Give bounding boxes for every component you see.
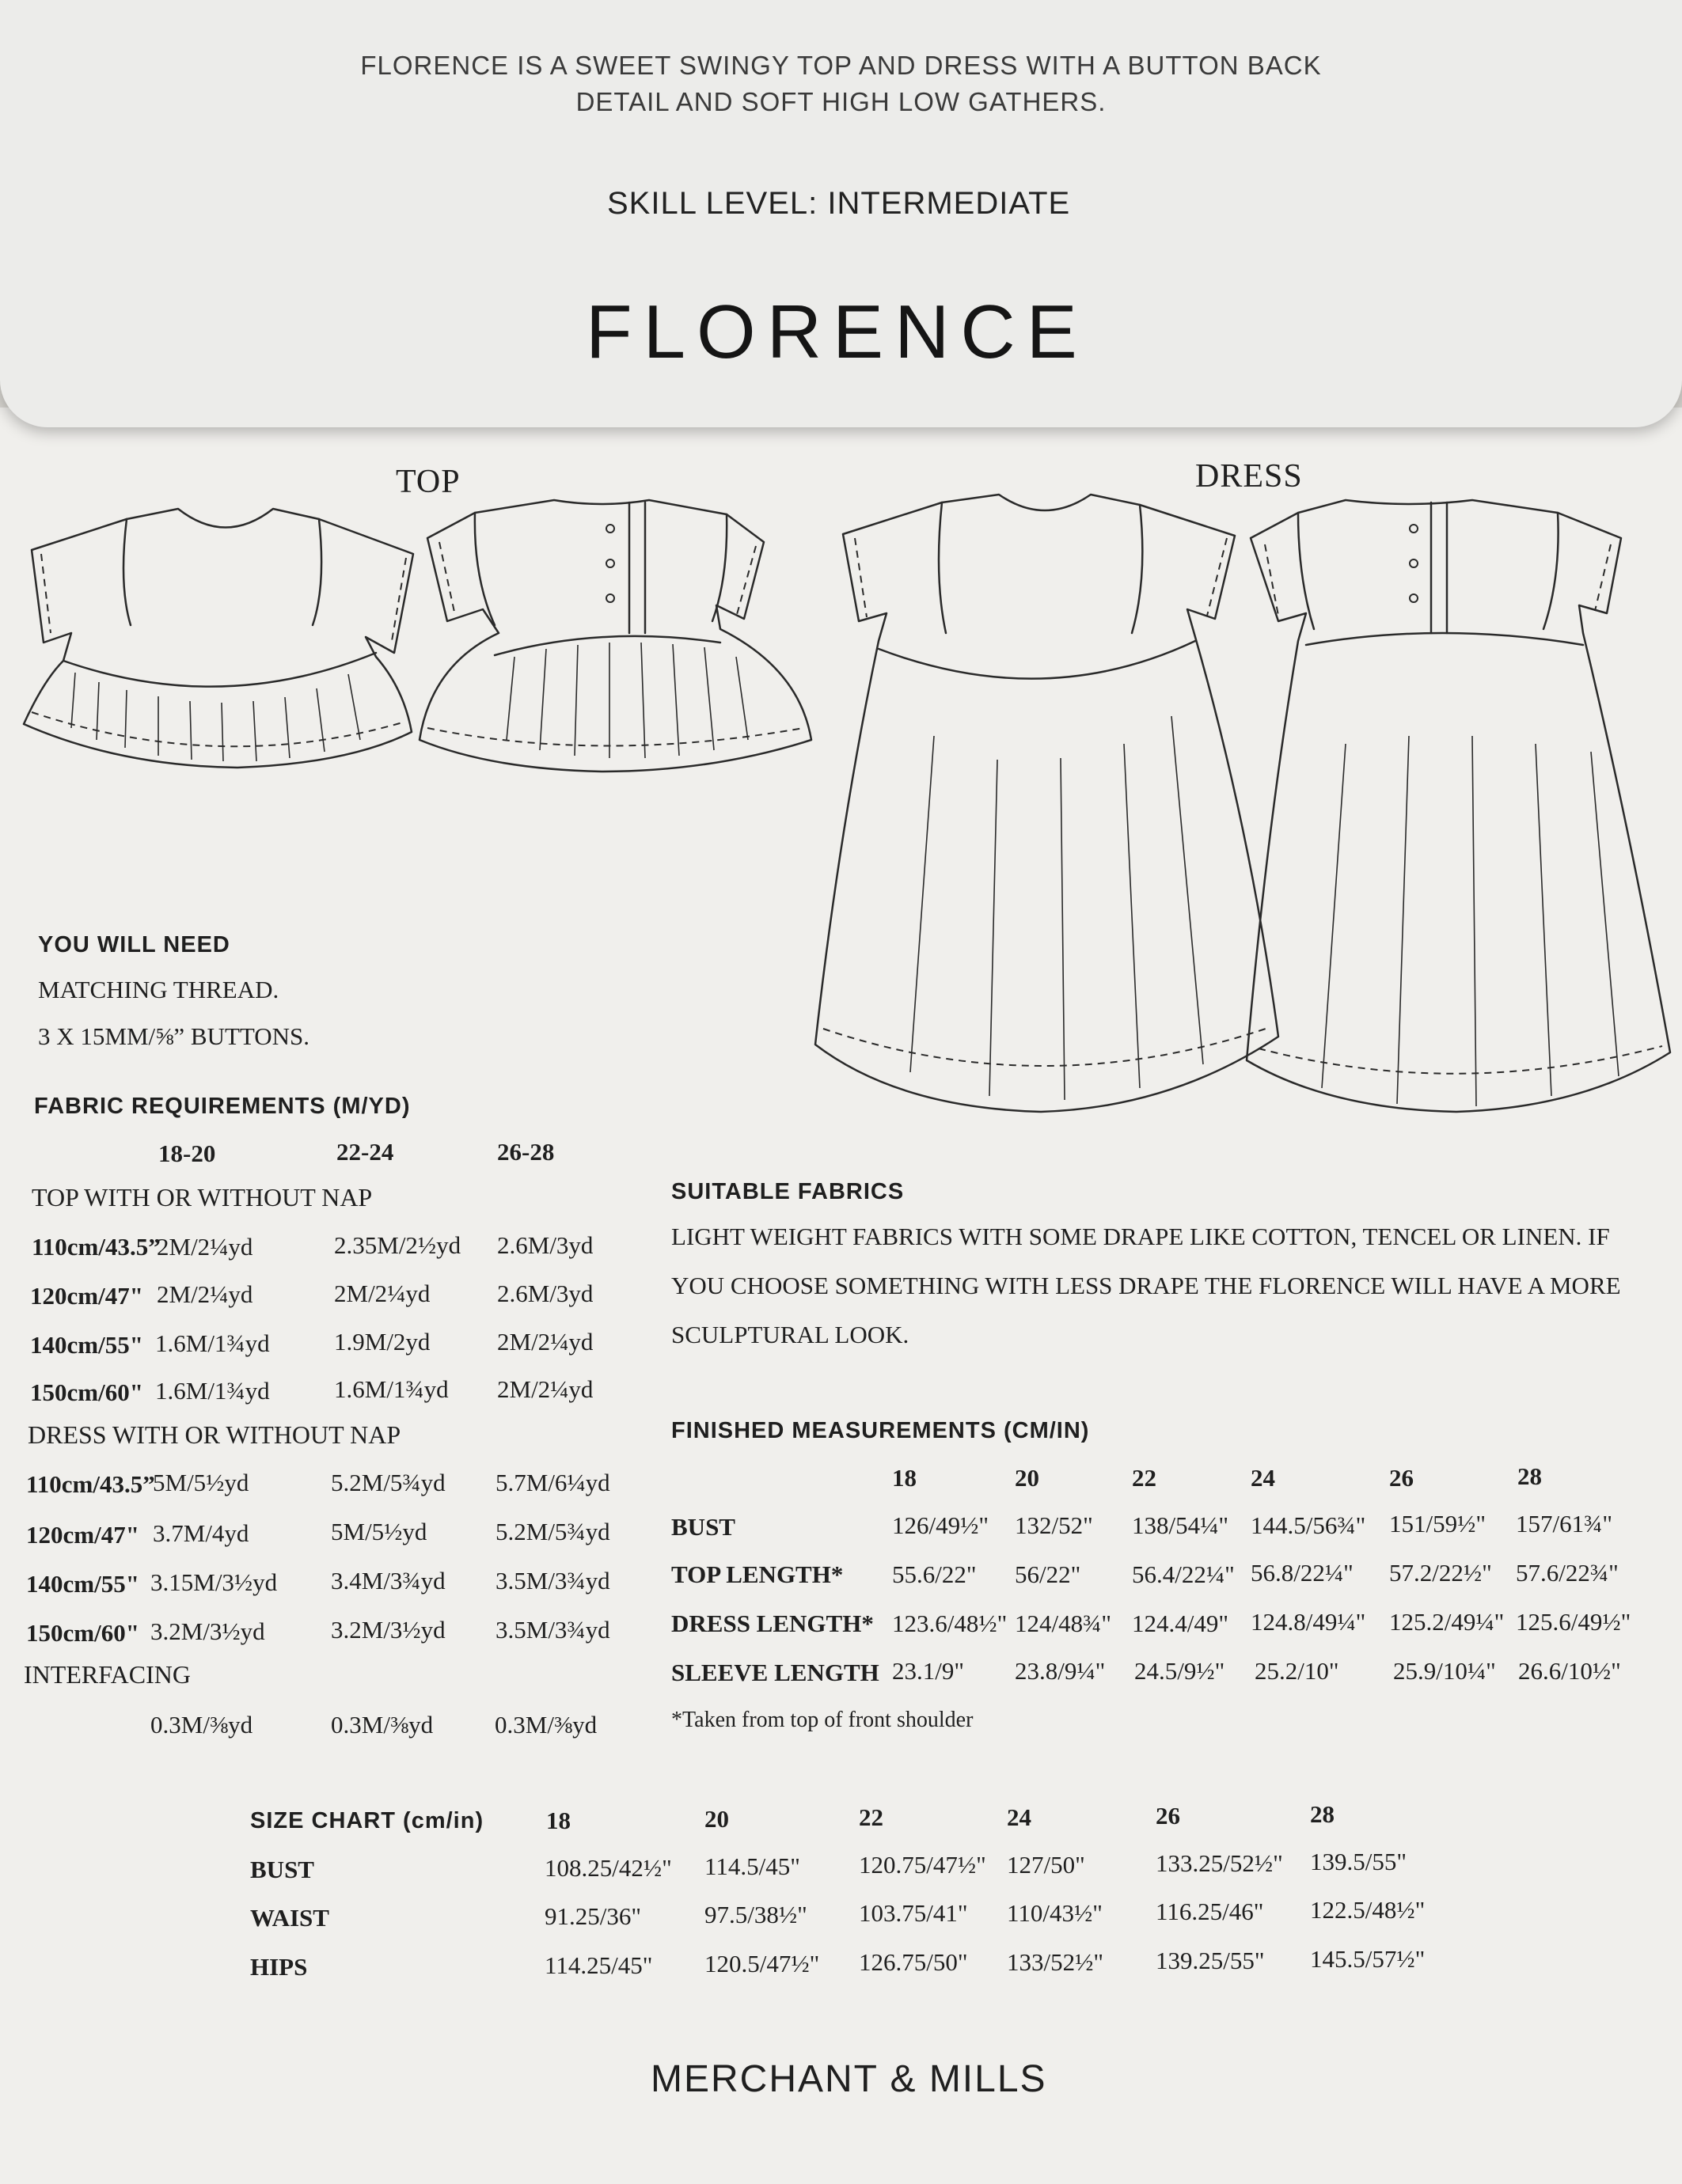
fm-size-20: 20 <box>1015 1464 1039 1492</box>
top-row-120-b: 2M/2¼yd <box>334 1280 431 1307</box>
sc-bust-28: 139.5/55" <box>1310 1848 1407 1875</box>
sc-size-22: 22 <box>859 1803 883 1831</box>
top-row-140-b: 1.9M/2yd <box>334 1328 431 1356</box>
suitable-fabrics-heading: SUITABLE FABRICS <box>671 1179 905 1204</box>
dress-row-120-a: 3.7M/4yd <box>153 1519 249 1547</box>
dress-row-120-c: 5.2M/5¾yd <box>495 1518 610 1545</box>
sc-bust-22: 120.75/47½" <box>859 1851 986 1879</box>
sc-hips-24: 133/52½" <box>1007 1948 1104 1976</box>
top-nap-label: TOP WITH OR WITHOUT NAP <box>32 1183 373 1211</box>
need-item-thread: MATCHING THREAD. <box>38 976 279 1003</box>
fabric-requirements-heading: FABRIC REQUIREMENTS (M/YD) <box>34 1094 411 1119</box>
size-chart-heading: SIZE CHART (cm/in) <box>250 1808 484 1833</box>
fm-top-length-18: 55.6/22" <box>892 1560 977 1588</box>
dress-nap-label: DRESS WITH OR WITHOUT NAP <box>28 1420 401 1449</box>
fm-sleeve-length-24: 25.2/10" <box>1255 1657 1339 1685</box>
top-row-110-width: 110cm/43.5” <box>32 1233 161 1261</box>
sc-waist-18: 91.25/36" <box>545 1902 642 1930</box>
sc-waist-24: 110/43½" <box>1007 1899 1103 1927</box>
suitable-fabrics-line-1: LIGHT WEIGHT FABRICS WITH SOME DRAPE LIKE COTTON, TENCEL OR LINEN. IF <box>671 1223 1610 1250</box>
dress-row-150-a: 3.2M/3½yd <box>150 1617 265 1645</box>
top-row-120-c: 2.6M/3yd <box>497 1280 594 1307</box>
brand-logo-text: MERCHANT & MILLS <box>651 2058 1047 2100</box>
fabric-size-22-24: 22-24 <box>336 1138 394 1166</box>
dress-row-140-width: 140cm/55" <box>26 1570 139 1598</box>
suitable-fabrics-line-2: YOU CHOOSE SOMETHING WITH LESS DRAPE THE FLORENCE WILL HAVE A MORE <box>671 1272 1621 1299</box>
sc-bust-18: 108.25/42½" <box>545 1854 672 1882</box>
fm-top-length-22: 56.4/22¼" <box>1132 1560 1235 1588</box>
fm-size-28: 28 <box>1517 1462 1542 1490</box>
top-row-140-width: 140cm/55" <box>30 1331 143 1359</box>
fm-bust-26: 151/59½" <box>1389 1510 1486 1538</box>
fm-bust-label: BUST <box>671 1513 735 1541</box>
fm-dress-length-20: 124/48¾" <box>1015 1610 1112 1637</box>
dress-row-150-b: 3.2M/3½yd <box>331 1616 446 1644</box>
fm-size-26: 26 <box>1389 1464 1414 1492</box>
fm-dress-length-26: 125.2/49¼" <box>1389 1608 1505 1636</box>
finished-measurements-heading: FINISHED MEASUREMENTS (CM/IN) <box>671 1418 1090 1443</box>
top-row-150-c: 2M/2¼yd <box>497 1375 594 1403</box>
sc-hips-28: 145.5/57½" <box>1310 1945 1426 1973</box>
fm-sleeve-length-28: 26.6/10½" <box>1518 1657 1621 1685</box>
interfacing-a: 0.3M/⅜yd <box>150 1711 253 1738</box>
fm-bust-28: 157/61¾" <box>1516 1510 1613 1538</box>
tagline-line-2: DETAIL AND SOFT HIGH LOW GATHERS. <box>575 87 1107 116</box>
dress-row-110-a: 5M/5½yd <box>153 1469 249 1496</box>
top-row-110-c: 2.6M/3yd <box>497 1231 594 1259</box>
top-row-150-width: 150cm/60" <box>30 1378 143 1406</box>
fm-top-length-26: 57.2/22½" <box>1389 1559 1492 1587</box>
fabric-size-26-28: 26-28 <box>497 1138 555 1166</box>
sc-size-20: 20 <box>704 1805 729 1833</box>
top-row-120-width: 120cm/47" <box>30 1282 143 1310</box>
need-item-buttons: 3 X 15MM/⅝” BUTTONS. <box>38 1022 310 1050</box>
fm-sleeve-length-26: 25.9/10¼" <box>1393 1657 1496 1685</box>
sc-bust-26: 133.25/52½" <box>1156 1849 1283 1877</box>
sc-waist-22: 103.75/41" <box>859 1899 968 1927</box>
fm-sleeve-length-18: 23.1/9" <box>892 1657 965 1685</box>
interfacing-c: 0.3M/⅜yd <box>495 1711 598 1738</box>
fm-footnote: *Taken from top of front shoulder <box>671 1708 974 1732</box>
interfacing-b: 0.3M/⅜yd <box>331 1711 434 1738</box>
fm-size-24: 24 <box>1251 1464 1275 1492</box>
top-row-140-a: 1.6M/1¾yd <box>155 1329 270 1357</box>
dress-row-140-c: 3.5M/3¾yd <box>495 1567 610 1594</box>
dress-row-110-width: 110cm/43.5” <box>26 1470 155 1498</box>
fm-bust-22: 138/54¼" <box>1132 1511 1229 1539</box>
sc-hips-18: 114.25/45" <box>545 1951 653 1979</box>
dress-row-110-b: 5.2M/5¾yd <box>331 1469 446 1496</box>
top-row-150-b: 1.6M/1¾yd <box>334 1375 449 1403</box>
sc-bust-20: 114.5/45" <box>704 1852 800 1880</box>
sc-size-24: 24 <box>1007 1803 1031 1831</box>
fabric-size-18-20: 18-20 <box>158 1139 216 1167</box>
dress-row-150-c: 3.5M/3¾yd <box>495 1616 610 1644</box>
dress-row-120-b: 5M/5½yd <box>331 1518 427 1545</box>
fm-dress-length-label: DRESS LENGTH* <box>671 1610 874 1637</box>
fm-dress-length-22: 124.4/49" <box>1132 1610 1229 1637</box>
fm-sleeve-length-label: SLEEVE LENGTH <box>671 1659 879 1686</box>
fm-top-length-20: 56/22" <box>1015 1560 1081 1588</box>
fm-sleeve-length-22: 24.5/9½" <box>1134 1657 1225 1685</box>
top-row-110-a: 2M/2¼yd <box>157 1233 253 1261</box>
dress-row-140-b: 3.4M/3¾yd <box>331 1567 446 1594</box>
fm-top-length-24: 56.8/22¼" <box>1251 1559 1354 1587</box>
pattern-title: FLORENCE <box>586 290 1088 374</box>
top-front-drawing <box>24 509 413 768</box>
fm-bust-20: 132/52" <box>1015 1511 1093 1539</box>
envelope-flap <box>0 0 1682 427</box>
dress-label: DRESS <box>1195 458 1303 495</box>
sc-hips-label: HIPS <box>250 1953 308 1981</box>
sc-waist-label: WAIST <box>250 1904 329 1932</box>
tagline-line-1: FLORENCE IS A SWEET SWINGY TOP AND DRESS WITH A BUTTON BACK <box>360 51 1322 80</box>
sc-hips-20: 120.5/47½" <box>704 1950 820 1977</box>
sc-size-26: 26 <box>1156 1802 1180 1829</box>
top-back-drawing <box>420 500 811 772</box>
dress-row-150-width: 150cm/60" <box>26 1619 139 1647</box>
sc-size-18: 18 <box>546 1807 571 1834</box>
top-row-120-a: 2M/2¼yd <box>157 1280 253 1308</box>
dress-row-120-width: 120cm/47" <box>26 1521 139 1549</box>
sc-waist-26: 116.25/46" <box>1156 1898 1264 1925</box>
skill-level: SKILL LEVEL: INTERMEDIATE <box>607 186 1071 221</box>
sc-bust-24: 127/50" <box>1007 1851 1085 1879</box>
sc-waist-28: 122.5/48½" <box>1310 1896 1426 1924</box>
top-row-110-b: 2.35M/2½yd <box>334 1231 461 1259</box>
fm-dress-length-18: 123.6/48½" <box>892 1610 1008 1637</box>
fm-bust-18: 126/49½" <box>892 1511 989 1539</box>
sc-size-28: 28 <box>1310 1800 1335 1828</box>
top-row-140-c: 2M/2¼yd <box>497 1328 594 1356</box>
dress-back-drawing <box>1247 500 1670 1112</box>
you-will-need-heading: YOU WILL NEED <box>38 932 230 957</box>
fm-top-length-28: 57.6/22¾" <box>1516 1559 1619 1587</box>
fm-size-22: 22 <box>1132 1464 1156 1492</box>
fm-top-length-label: TOP LENGTH* <box>671 1560 844 1588</box>
top-label: TOP <box>396 464 461 500</box>
sc-waist-20: 97.5/38½" <box>704 1901 807 1928</box>
top-row-150-a: 1.6M/1¾yd <box>155 1377 270 1405</box>
fm-dress-length-28: 125.6/49½" <box>1516 1608 1631 1636</box>
interfacing-label: INTERFACING <box>24 1660 191 1689</box>
sc-hips-26: 139.25/55" <box>1156 1947 1265 1974</box>
fm-sleeve-length-20: 23.8/9¼" <box>1015 1657 1106 1685</box>
fm-bust-24: 144.5/56¾" <box>1251 1511 1366 1539</box>
sc-bust-label: BUST <box>250 1856 314 1883</box>
fm-size-18: 18 <box>892 1464 917 1492</box>
dress-front-drawing <box>815 495 1278 1112</box>
dress-row-110-c: 5.7M/6¼yd <box>495 1469 610 1496</box>
sc-hips-22: 126.75/50" <box>859 1948 968 1976</box>
suitable-fabrics-line-3: SCULPTURAL LOOK. <box>671 1321 909 1348</box>
dress-row-140-a: 3.15M/3½yd <box>150 1568 278 1596</box>
fm-dress-length-24: 124.8/49¼" <box>1251 1608 1366 1636</box>
